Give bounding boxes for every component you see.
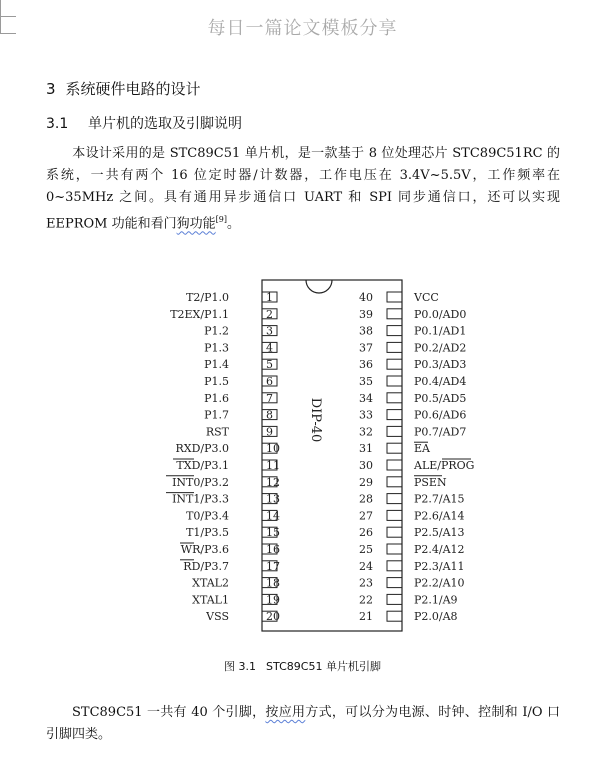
section-heading (46, 78, 201, 99)
pin-24-pad (387, 561, 402, 571)
pin-9-number: 9 (266, 425, 273, 439)
pin-20-label: VSS (206, 610, 229, 624)
pin-35-pad (387, 376, 402, 386)
pin-10-label: RXD/P3.0 (175, 442, 229, 456)
figure-number: 图 3.1 (224, 660, 257, 673)
pin-12-pad (262, 477, 277, 487)
pin-7-label: P1.6 (204, 391, 229, 405)
pin-25-pad (387, 544, 402, 554)
pin-4-pad (262, 341, 277, 355)
pin-17-pad (262, 561, 277, 571)
pin-32-pad (387, 426, 402, 436)
spellcheck-phrase[interactable]: 按应用 (265, 705, 306, 720)
pin-2-number: 2 (266, 307, 273, 321)
pin-6-number: 6 (266, 375, 273, 388)
pin-24-number: 24 (359, 559, 373, 573)
pin-33-pad (387, 410, 402, 420)
pin-29-pad (387, 477, 402, 487)
pin-30-pad (387, 460, 402, 470)
pin-36-pad (387, 359, 402, 369)
pin-19-label: XTAL1 (192, 593, 229, 607)
pin-28-pad (387, 494, 402, 504)
section-title: 系统硬件电路的设计 (65, 80, 201, 98)
pin-28-label: P2.7/A15 (414, 492, 465, 506)
pin-14-number: 14 (266, 509, 280, 523)
paragraph-pins-text-a: STC89C51 一共有 40 个引脚， (72, 705, 266, 720)
pin-25-label: P2.4/A12 (414, 543, 465, 556)
pin-26-label: P2.5/A13 (414, 526, 465, 540)
pin-27-pad (387, 510, 402, 520)
pin-31-pad (387, 443, 402, 453)
pin-14-pad (262, 510, 277, 520)
figure-title: STC89C51 单片机引脚 (266, 660, 381, 673)
pin-17-label: RD/P3.7 (183, 559, 229, 573)
pin-13-pad (262, 494, 277, 504)
pin-15-pad (262, 527, 277, 537)
pin-36-label: P0.3/AD3 (414, 358, 467, 372)
paragraph-intro (46, 143, 560, 235)
pin-9-label: RST (205, 425, 229, 439)
pin-22-number: 22 (359, 593, 373, 607)
pin-6-label: P1.5 (204, 375, 229, 388)
pin-31-label: EA (414, 442, 430, 456)
paragraph-intro-end: 。 (226, 216, 240, 232)
reference-mark[interactable]: [9] (215, 215, 227, 224)
pin-18-label: XTAL2 (192, 576, 229, 590)
subsection-number: 3.1 (46, 116, 69, 132)
pin-2-pad (262, 309, 277, 319)
pin-39-pad (387, 309, 402, 319)
pin-33-label: P0.6/AD6 (414, 408, 467, 422)
pin-21-number: 21 (359, 610, 373, 624)
pin-1-number: 1 (266, 291, 273, 304)
pin-21-label: P2.0/A8 (414, 610, 458, 624)
pin-38-label: P0.1/AD1 (414, 324, 467, 338)
pin-22-pad (387, 594, 402, 604)
pin-16-number: 16 (266, 543, 280, 556)
pin-23-number: 23 (359, 576, 373, 590)
pin-20-number: 20 (266, 610, 280, 624)
paragraph-pins (46, 702, 560, 746)
pin-39-number: 39 (359, 307, 373, 321)
pin-8-pad (262, 410, 277, 420)
pin-40-label: VCC (414, 291, 439, 304)
pin-10-number: 10 (266, 442, 280, 456)
pin-14-label: T0/P3.4 (186, 509, 229, 523)
subsection-title: 单片机的选取及引脚说明 (88, 116, 242, 132)
pin-23-pad (387, 578, 402, 588)
pin-37-label: P0.2/AD2 (414, 341, 467, 355)
pin-16-label: WR/P3.6 (180, 543, 229, 556)
pin-25-number: 25 (359, 543, 373, 556)
pin-27-label: P2.6/A14 (414, 509, 465, 523)
pin-15-number: 15 (266, 526, 280, 540)
pin-4-label: P1.3 (204, 341, 229, 355)
pin-40-pad (387, 292, 402, 302)
pin-11-number: 11 (266, 459, 280, 472)
pin-31-number: 31 (359, 442, 373, 456)
pin-17-number: 17 (266, 559, 280, 573)
pin-5-label: P1.4 (204, 358, 229, 372)
pin-36-number: 36 (359, 358, 373, 372)
pin-32-label: P0.7/AD7 (414, 425, 467, 439)
pin-33-number: 33 (359, 408, 373, 422)
pin-7-pad (262, 393, 277, 403)
pin-32-number: 32 (359, 425, 373, 439)
pin-27-number: 27 (359, 509, 373, 523)
pin-37-number: 37 (359, 341, 373, 355)
pin-3-pad (262, 326, 277, 336)
pin-34-number: 34 (359, 391, 373, 405)
pin-11-pad (262, 460, 277, 470)
section-number: 3 (46, 80, 56, 98)
subsection-heading (46, 113, 242, 133)
spellcheck-word[interactable]: 狗功能 (176, 216, 216, 232)
pin-7-number: 7 (266, 391, 273, 405)
pin-20-pad (262, 611, 277, 621)
pin-15-label: T1/P3.5 (186, 526, 229, 540)
pin-3-label: P1.2 (204, 324, 229, 338)
pin-29-label: PSEN (414, 475, 447, 489)
pin-35-number: 35 (359, 375, 373, 388)
pin-40-number: 40 (359, 291, 373, 304)
pin-19-pad (262, 594, 277, 604)
pin-34-label: P0.5/AD5 (414, 391, 467, 405)
figure-caption (0, 658, 605, 674)
pin-30-number: 30 (359, 459, 373, 472)
pin-28-number: 28 (359, 492, 373, 506)
pin-8-label: P1.7 (204, 408, 229, 422)
pin-5-number: 5 (266, 358, 273, 372)
pin-38-pad (387, 326, 402, 336)
pin-1-label: T2/P1.0 (186, 291, 229, 304)
pin-12-number: 12 (266, 475, 280, 489)
chip-label: DIP-40 (308, 397, 323, 443)
chip-notch (306, 280, 332, 293)
pin-18-number: 18 (266, 576, 280, 590)
pin-9-pad (262, 425, 277, 439)
pin-21-pad (387, 611, 402, 621)
pin-4-number: 4 (266, 341, 273, 355)
pin-13-number: 13 (266, 492, 280, 506)
pin-37-pad (387, 342, 402, 352)
pin-30-label: ALE/PROG (414, 459, 475, 472)
pin-12-label: INT0/P3.2 (172, 475, 229, 489)
pin-35-label: P0.4/AD4 (414, 375, 467, 388)
paragraph-pins-text-b: 方式，可以分为电源、时钟、控制和 I/O 口引脚四类。 (46, 705, 560, 742)
pin-11-label: TXD/P3.1 (176, 459, 229, 472)
pin-1-pad (262, 292, 277, 302)
pin-18-pad (262, 578, 277, 588)
pin-23-label: P2.2/A10 (414, 576, 465, 590)
pin-26-pad (387, 527, 402, 537)
page-header: 每日一篇论文模板分享 (207, 18, 398, 39)
pin-34-pad (387, 393, 402, 403)
pin-19-number: 19 (266, 593, 280, 607)
pin-24-label: P2.3/A11 (414, 559, 465, 573)
pin-6-pad (262, 376, 277, 386)
pin-3-number: 3 (266, 324, 273, 338)
pin-5-pad (262, 358, 277, 372)
pin-10-pad (262, 443, 277, 453)
pin-38-number: 38 (359, 324, 373, 338)
pin-22-label: P2.1/A9 (414, 593, 458, 607)
pin-2-label: T2EX/P1.1 (170, 307, 229, 321)
pin-39-label: P0.0/AD0 (414, 307, 467, 321)
pin-16-pad (262, 544, 277, 554)
pin-29-number: 29 (359, 475, 373, 489)
pin-26-number: 26 (359, 526, 373, 540)
pin-8-number: 8 (266, 408, 273, 422)
paragraph-intro-text: 本设计采用的是 STC89C51 单片机，是一款基于 8 位处理芯片 STC89C51RC 的系统，一共有两个 16 位定时器/计数器，工作电压在 3.4V~5.5V，工作频率在 0~35MHz 之间。具有通用异步通信口 UART 和 SPI 同步通信口，还可以实现 EEPROM 功能和看门 (46, 146, 560, 232)
chip-body (262, 280, 402, 631)
pin-13-label: INT1/P3.3 (172, 492, 229, 506)
